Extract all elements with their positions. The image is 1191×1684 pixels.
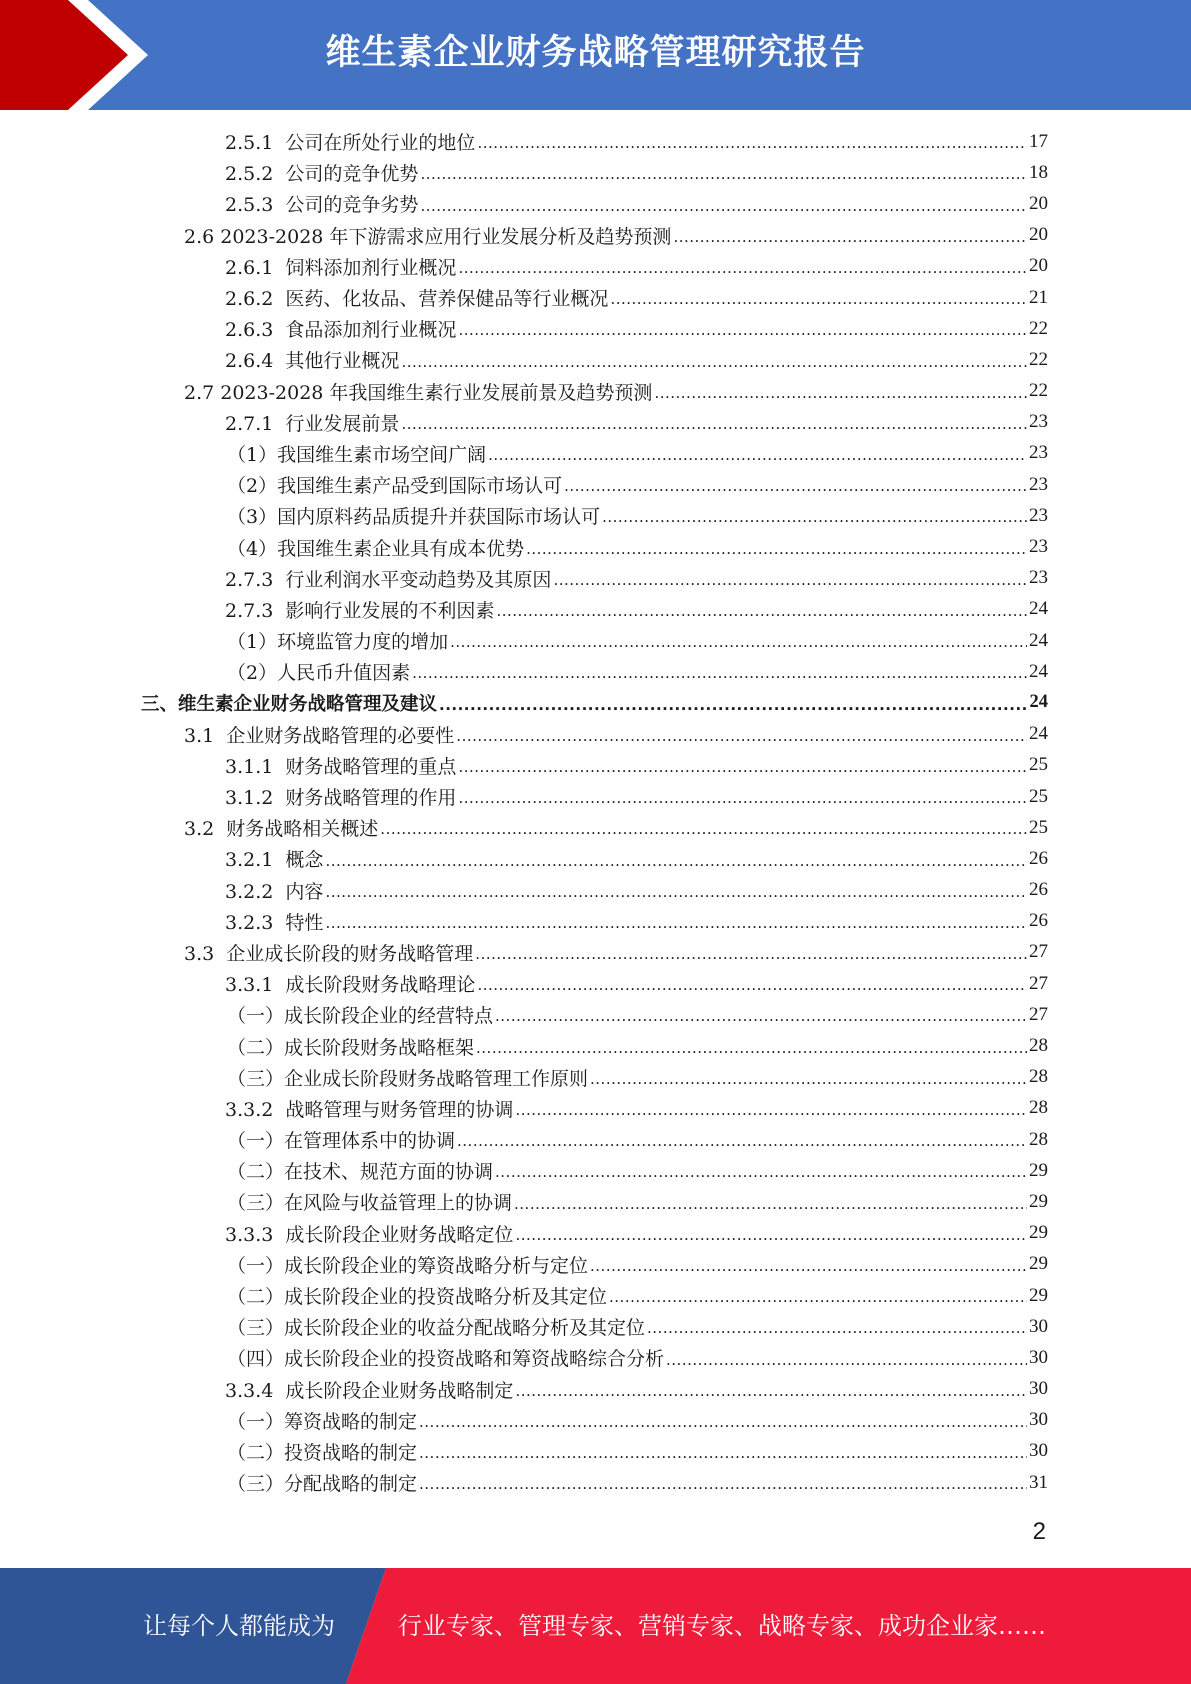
toc-entry-page: 24 — [1029, 692, 1048, 713]
toc-entry[interactable] — [0, 1311, 1191, 1342]
toc-dot-leader — [419, 1444, 1027, 1467]
toc-entry-page: 20 — [1029, 255, 1048, 277]
toc-entry-page: 28 — [1029, 1035, 1048, 1057]
toc-entry-page: 28 — [1029, 1066, 1048, 1088]
toc-entry[interactable] — [0, 1124, 1191, 1155]
toc-entry-page: 28 — [1029, 1097, 1048, 1119]
toc-entry[interactable] — [0, 1155, 1191, 1186]
toc-dot-leader — [325, 914, 1027, 937]
toc-entry-page: 22 — [1029, 317, 1048, 339]
toc-dot-leader — [419, 1475, 1027, 1498]
toc-dot-leader — [477, 134, 1027, 157]
toc-entry-page: 30 — [1029, 1409, 1048, 1431]
toc-dot-leader — [647, 1319, 1027, 1342]
toc-entry[interactable] — [0, 1218, 1191, 1249]
toc-entry-title: 3.3 企业成长阶段的财务战略管理 — [184, 942, 474, 965]
toc-dot-leader — [450, 633, 1027, 656]
toc-entry-page: 20 — [1029, 192, 1048, 214]
toc-entry-title: 3.1.2 财务战略管理的作用 — [225, 787, 457, 810]
toc-entry-title: 3.3.4 成长阶段企业财务战略制定 — [225, 1379, 514, 1402]
toc-dot-leader — [458, 321, 1027, 344]
toc-entry-page: 31 — [1029, 1471, 1048, 1493]
toc-entry[interactable] — [0, 1436, 1191, 1467]
toc-entry-title: （二）成长阶段企业的投资战略分析及其定位 — [227, 1286, 608, 1309]
toc-dot-leader — [590, 1070, 1027, 1093]
toc-entry[interactable] — [0, 188, 1191, 219]
toc-dot-leader — [610, 290, 1027, 313]
toc-dot-leader — [564, 477, 1027, 500]
toc-entry-title: （三）企业成长阶段财务战略管理工作原则 — [227, 1067, 589, 1090]
toc-entry-title: 3.1 企业财务战略管理的必要性 — [184, 724, 455, 747]
toc-entry[interactable] — [0, 1093, 1191, 1124]
toc-entry-title: （二）成长阶段财务战略框架 — [227, 1036, 475, 1059]
toc-entry[interactable] — [0, 937, 1191, 968]
toc-entry-page: 29 — [1029, 1253, 1048, 1275]
toc-entry[interactable] — [0, 126, 1191, 157]
toc-dot-leader — [401, 415, 1027, 438]
toc-entry-page: 18 — [1029, 161, 1048, 183]
toc-entry-title: 3.2.3 特性 — [225, 911, 324, 934]
toc-entry[interactable] — [0, 625, 1191, 656]
toc-entry-title: 2.6.1 饲料添加剂行业概况 — [225, 256, 457, 279]
toc-entry[interactable] — [0, 376, 1191, 407]
toc-dot-leader — [325, 852, 1027, 875]
toc-dot-leader — [476, 1039, 1027, 1062]
toc-entry-title: 3.1.1 财务战略管理的重点 — [225, 755, 457, 778]
toc-dot-leader — [526, 540, 1027, 563]
toc-dot-leader — [401, 353, 1027, 376]
toc-dot-leader — [419, 1413, 1027, 1436]
toc-dot-leader — [457, 1132, 1027, 1155]
toc-entry-title: （四）成长阶段企业的投资战略和筹资战略综合分析 — [227, 1348, 665, 1371]
toc-entry-page: 29 — [1029, 1190, 1048, 1212]
toc-entry-title: （1）我国维生素市场空间广阔 — [227, 443, 487, 466]
toc-entry-page: 23 — [1029, 504, 1048, 526]
toc-entry[interactable] — [0, 220, 1191, 251]
toc-entry-page: 24 — [1029, 598, 1048, 620]
toc-dot-leader — [439, 696, 1027, 719]
toc-entry-page: 25 — [1029, 754, 1048, 776]
toc-dot-leader — [666, 1351, 1027, 1374]
toc-entry[interactable] — [0, 1062, 1191, 1093]
toc-entry-page: 23 — [1029, 442, 1048, 464]
toc-entry-title: 2.6.3 食品添加剂行业概况 — [225, 319, 457, 342]
toc-entry[interactable] — [0, 843, 1191, 874]
toc-entry-page: 24 — [1029, 660, 1048, 682]
toc-dot-leader — [515, 1226, 1027, 1249]
toc-entry-title: （三）成长阶段企业的收益分配战略分析及其定位 — [227, 1317, 646, 1340]
toc-dot-leader — [553, 571, 1027, 594]
toc-entry[interactable] — [0, 781, 1191, 812]
toc-entry-title: （二）投资战略的制定 — [227, 1441, 418, 1464]
toc-entry[interactable] — [0, 875, 1191, 906]
toc-dot-leader — [412, 664, 1027, 687]
toc-entry-page: 27 — [1029, 972, 1048, 994]
toc-entry-title: （一）成长阶段企业的筹资战略分析与定位 — [227, 1254, 589, 1277]
toc-entry[interactable] — [0, 563, 1191, 594]
toc-entry-title: 2.5.2 公司的竞争优势 — [225, 163, 419, 186]
toc-entry-title: 3.2.2 内容 — [225, 880, 324, 903]
toc-entry-title: 2.7.3 影响行业发展的不利因素 — [225, 599, 495, 622]
toc-entry[interactable] — [0, 999, 1191, 1030]
toc-entry[interactable] — [0, 157, 1191, 188]
toc-entry-page: 17 — [1029, 130, 1048, 152]
toc-entry-page: 26 — [1029, 879, 1048, 901]
toc-entry-title: 三、维生素企业财务战略管理及建议 — [141, 693, 438, 715]
toc-entry-page: 29 — [1029, 1159, 1048, 1181]
toc-entry-title: 2.7.1 行业发展前景 — [225, 412, 400, 435]
toc-entry-title: 2.7.3 行业利润水平变动趋势及其原因 — [225, 568, 552, 591]
toc-entry-page: 29 — [1029, 1284, 1048, 1306]
toc-entry[interactable] — [0, 687, 1191, 718]
toc-entry-title: （二）在技术、规范方面的协调 — [227, 1161, 494, 1184]
toc-entry[interactable] — [0, 1467, 1191, 1498]
toc-entry-title: 2.6.4 其他行业概况 — [225, 350, 400, 373]
toc-entry[interactable] — [0, 1374, 1191, 1405]
toc-entry-title: （1）环境监管力度的增加 — [227, 631, 449, 654]
toc-entry[interactable] — [0, 750, 1191, 781]
toc-entry[interactable] — [0, 656, 1191, 687]
table-of-contents — [0, 126, 1191, 1498]
toc-entry[interactable] — [0, 344, 1191, 375]
toc-entry-title: （2）我国维生素产品受到国际市场认可 — [227, 475, 563, 498]
toc-entry-title: （一）成长阶段企业的经营特点 — [227, 1005, 494, 1028]
toc-entry-title: 3.3.2 战略管理与财务管理的协调 — [225, 1098, 514, 1121]
toc-entry[interactable] — [0, 531, 1191, 562]
toc-entry[interactable] — [0, 469, 1191, 500]
page-number: 2 — [1032, 1518, 1046, 1545]
toc-entry[interactable] — [0, 906, 1191, 937]
toc-entry-title: 2.5.1 公司在所处行业的地位 — [225, 132, 476, 155]
toc-entry-page: 27 — [1029, 1003, 1048, 1025]
toc-entry-page: 28 — [1029, 1128, 1048, 1150]
toc-entry[interactable] — [0, 313, 1191, 344]
toc-dot-leader — [590, 1257, 1027, 1280]
toc-entry[interactable] — [0, 282, 1191, 313]
toc-entry-page: 23 — [1029, 473, 1048, 495]
toc-entry[interactable] — [0, 500, 1191, 531]
toc-dot-leader — [325, 883, 1027, 906]
footer-slogan-right: 行业专家、管理专家、营销专家、战略专家、成功企业家…… — [398, 1612, 1046, 1640]
toc-dot-leader — [609, 1288, 1027, 1311]
toc-entry-page: 27 — [1029, 941, 1048, 963]
toc-entry-title: 3.2 财务战略相关概述 — [184, 818, 379, 841]
toc-entry-title: （三）在风险与收益管理上的协调 — [227, 1192, 513, 1215]
toc-dot-leader — [477, 976, 1027, 999]
toc-entry-page: 22 — [1029, 380, 1048, 402]
toc-entry-title: 2.5.3 公司的竞争劣势 — [225, 194, 419, 217]
toc-dot-leader — [496, 602, 1027, 625]
toc-dot-leader — [420, 165, 1027, 188]
toc-entry[interactable] — [0, 719, 1191, 750]
toc-entry-page: 30 — [1029, 1378, 1048, 1400]
toc-entry-title: （2）人民币升值因素 — [227, 662, 411, 685]
toc-dot-leader — [514, 1195, 1027, 1218]
toc-entry-page: 23 — [1029, 411, 1048, 433]
toc-dot-leader — [515, 1382, 1027, 1405]
page-footer — [0, 1568, 1191, 1684]
toc-entry-page: 20 — [1029, 224, 1048, 246]
toc-entry[interactable] — [0, 594, 1191, 625]
toc-entry-title: （一）在管理体系中的协调 — [227, 1130, 456, 1153]
toc-entry-page: 25 — [1029, 785, 1048, 807]
toc-entry-title: 2.6 2023-2028 年下游需求应用行业发展分析及趋势预测 — [184, 225, 672, 248]
toc-entry-page: 25 — [1029, 816, 1048, 838]
toc-entry[interactable] — [0, 407, 1191, 438]
toc-dot-leader — [475, 945, 1027, 968]
toc-dot-leader — [495, 1163, 1027, 1186]
toc-entry[interactable] — [0, 1280, 1191, 1311]
toc-dot-leader — [458, 789, 1027, 812]
toc-entry-title: 3.3.3 成长阶段企业财务战略定位 — [225, 1223, 514, 1246]
toc-entry-page: 30 — [1029, 1440, 1048, 1462]
toc-dot-leader — [380, 820, 1027, 843]
footer-slogan-left: 让每个人都能成为 — [143, 1612, 335, 1640]
toc-entry-title: （4）我国维生素企业具有成本优势 — [227, 537, 525, 560]
toc-dot-leader — [515, 1101, 1027, 1124]
toc-entry-page: 22 — [1029, 348, 1048, 370]
toc-entry[interactable] — [0, 251, 1191, 282]
toc-entry-page: 23 — [1029, 567, 1048, 589]
toc-entry[interactable] — [0, 1342, 1191, 1373]
toc-entry[interactable] — [0, 812, 1191, 843]
toc-entry-title: 2.7 2023-2028 年我国维生素行业发展前景及趋势预测 — [184, 381, 653, 404]
toc-entry-title: 3.2.1 概念 — [225, 849, 324, 872]
toc-entry-page: 26 — [1029, 910, 1048, 932]
toc-entry[interactable] — [0, 1249, 1191, 1280]
toc-dot-leader — [488, 446, 1027, 469]
report-title: 维生素企业财务战略管理研究报告 — [325, 33, 866, 73]
toc-dot-leader — [458, 259, 1027, 282]
toc-dot-leader — [456, 727, 1027, 750]
toc-dot-leader — [420, 197, 1027, 220]
page-header — [0, 0, 1191, 110]
toc-entry[interactable] — [0, 1405, 1191, 1436]
toc-entry-page: 24 — [1029, 723, 1048, 745]
toc-entry[interactable] — [0, 1030, 1191, 1061]
toc-dot-leader — [673, 228, 1027, 251]
toc-entry-title: （三）分配战略的制定 — [227, 1473, 418, 1496]
toc-entry[interactable] — [0, 438, 1191, 469]
toc-entry-page: 23 — [1029, 536, 1048, 558]
toc-dot-leader — [602, 508, 1027, 531]
toc-dot-leader — [495, 1007, 1027, 1030]
toc-dot-leader — [458, 758, 1027, 781]
toc-entry[interactable] — [0, 968, 1191, 999]
toc-entry-title: 3.3.1 成长阶段财务战略理论 — [225, 974, 476, 997]
toc-entry-page: 30 — [1029, 1315, 1048, 1337]
toc-dot-leader — [654, 384, 1027, 407]
toc-entry-page: 30 — [1029, 1346, 1048, 1368]
toc-entry-page: 29 — [1029, 1222, 1048, 1244]
toc-entry-title: （一）筹资战略的制定 — [227, 1410, 418, 1433]
toc-entry-page: 24 — [1029, 629, 1048, 651]
toc-entry[interactable] — [0, 1186, 1191, 1217]
toc-entry-page: 26 — [1029, 847, 1048, 869]
toc-entry-title: （3）国内原料药品质提升并获国际市场认可 — [227, 506, 601, 529]
toc-entry-page: 21 — [1029, 286, 1048, 308]
toc-entry-title: 2.6.2 医药、化妆品、营养保健品等行业概况 — [225, 288, 609, 311]
